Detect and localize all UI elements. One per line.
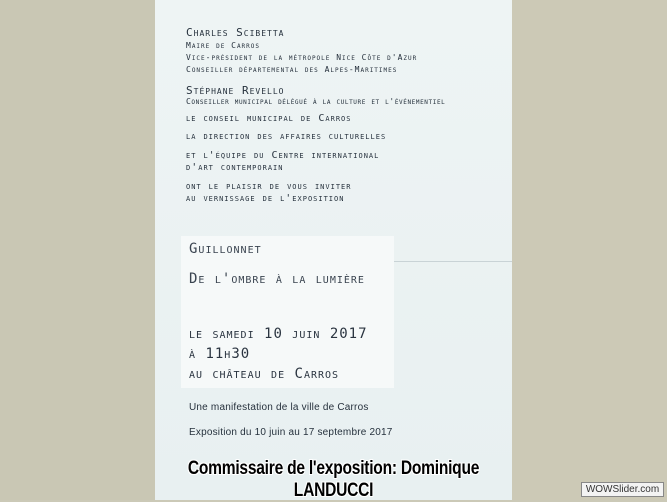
mayor-name: Charles Scibetta	[186, 26, 285, 39]
mayor-role-departement: Conseiller départemental des Alpes-Maritimes	[186, 65, 398, 74]
invite-line-1: ont le plaisir de vous inviter	[186, 181, 352, 192]
councillor-role: Conseiller municipal délégué à la culture et l'événementiel	[186, 97, 446, 106]
mayor-role-metropole: Vice-président de la métropole Nice Côte d'Azur	[186, 53, 418, 62]
invite-line-2: au vernissage de l'exposition	[186, 193, 345, 204]
organizer-line: Une manifestation de la ville de Carros	[189, 402, 369, 413]
event-time: à 11h30	[189, 346, 251, 362]
artist-name: Guillonnet	[189, 241, 262, 257]
host-art-centre-line1: et l'équipe du Centre international	[186, 150, 380, 161]
wowslider-watermark-link[interactable]: WOWSlider.com	[581, 482, 664, 497]
mayor-role: Maire de Carros	[186, 41, 261, 50]
card-fold-line	[393, 261, 512, 262]
right-margin-band	[512, 0, 667, 500]
exhibition-dates: Exposition du 10 juin au 17 septembre 2017	[189, 427, 393, 438]
slide-caption: Commissaire de l'exposition: Dominique LANDUCCI	[187, 458, 480, 501]
event-venue: au château de Carros	[189, 366, 340, 382]
host-art-centre-line2: d'art contemporain	[186, 162, 284, 173]
event-date: le samedi 10 juin 2017	[189, 326, 368, 342]
councillor-name: Stéphane Revello	[186, 84, 285, 97]
host-municipal-council: le conseil municipal de Carros	[186, 113, 352, 124]
exhibition-title: De l'ombre à la lumière	[189, 271, 365, 287]
host-cultural-affairs: la direction des affaires culturelles	[186, 131, 387, 142]
left-margin-band	[0, 0, 155, 500]
